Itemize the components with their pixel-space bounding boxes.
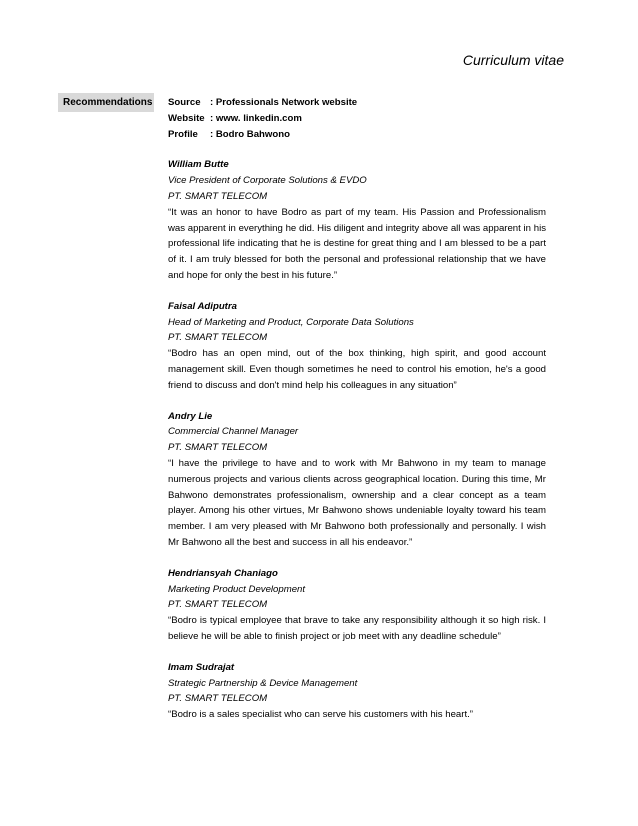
document-header-title: Curriculum vitae: [462, 52, 564, 68]
source-value: : Professionals Network website: [210, 97, 358, 108]
recommendation-item: [168, 660, 546, 723]
recommendation-quote: “Bodro is a sales specialist who can serve his customers with his heart.”: [168, 709, 473, 721]
recommendations-content: [168, 95, 546, 723]
source-info: [168, 95, 546, 142]
recommender-name: Imam Sudrajat: [168, 661, 235, 673]
recommender-name: Faisal Adiputra: [168, 300, 237, 312]
source-key: Source: [168, 97, 201, 108]
recommendation-quote: “Bodro is typical employee that brave to take any responsibility although it so high risk. I believe he will be able to finish project or job meet with any deadline schedule”: [168, 615, 546, 642]
recommender-title: Vice President of Corporate Solutions & EVDO: [168, 175, 367, 187]
recommender-company: PT. SMART TELECOM: [168, 190, 268, 202]
recommender-title: Strategic Partnership & Device Management: [168, 677, 358, 689]
website-value: : www. linkedin.com: [210, 112, 302, 124]
recommendation-quote: “It was an honor to have Bodro as part of my team. His Passion and Professionalism was apparent in everything he did. His diligent and integrity above all was apparent in his professional life indicating that he is destine for great thing and I am blessed to be a part of it. I am truly blessed for both the personal and professional relationship that we have and hope for only the best in his future.”: [168, 206, 546, 281]
recommendation-item: [168, 409, 546, 551]
source-row-source: [168, 95, 546, 111]
recommender-company: PT. SMART TELECOM: [168, 332, 268, 344]
recommender-title: Head of Marketing and Product, Corporate Data Solutions: [168, 316, 414, 328]
source-row-profile: [168, 127, 546, 143]
recommender-name: William Butte: [168, 159, 229, 171]
profile-key: Profile: [168, 128, 198, 140]
recommender-name: Hendriansyah Chaniago: [168, 567, 278, 579]
recommendation-item: [168, 566, 546, 645]
recommender-title: Commercial Channel Manager: [168, 426, 299, 438]
profile-value: : Bodro Bahwono: [210, 128, 290, 140]
section-label-recommendations: Recommendations: [58, 93, 154, 112]
recommender-company: PT. SMART TELECOM: [168, 693, 268, 705]
recommender-company: PT. SMART TELECOM: [168, 599, 268, 611]
recommender-title: Marketing Product Development: [168, 583, 306, 595]
recommendation-quote: “Bodro has an open mind, out of the box thinking, high spirit, and good account management skill. Even though sometimes he need to control his emotion, he's a good friend to discuss and don't mind help his colleagues in any situation”: [168, 348, 546, 391]
website-key: Website: [168, 112, 205, 124]
recommender-company: PT. SMART TELECOM: [168, 442, 268, 454]
recommendation-quote: “I have the privilege to have and to work with Mr Bahwono in my team to manage numerous projects and various clients across geographical location. During this time, Mr Bahwono demonstrates professionalism, ownership and a clear concept as a team player. Among his other virtues, Mr Bahwono shows undeniable loyalty toward his team member. I am very pleased with Mr Bahwono both professionally and personally. I wish Mr Bahwono all the best and success in all his endeavor.”: [168, 457, 546, 548]
source-row-website: [168, 111, 546, 127]
recommendation-item: [168, 299, 546, 394]
recommendation-item: [168, 157, 546, 283]
recommender-name: Andry Lie: [168, 410, 213, 422]
